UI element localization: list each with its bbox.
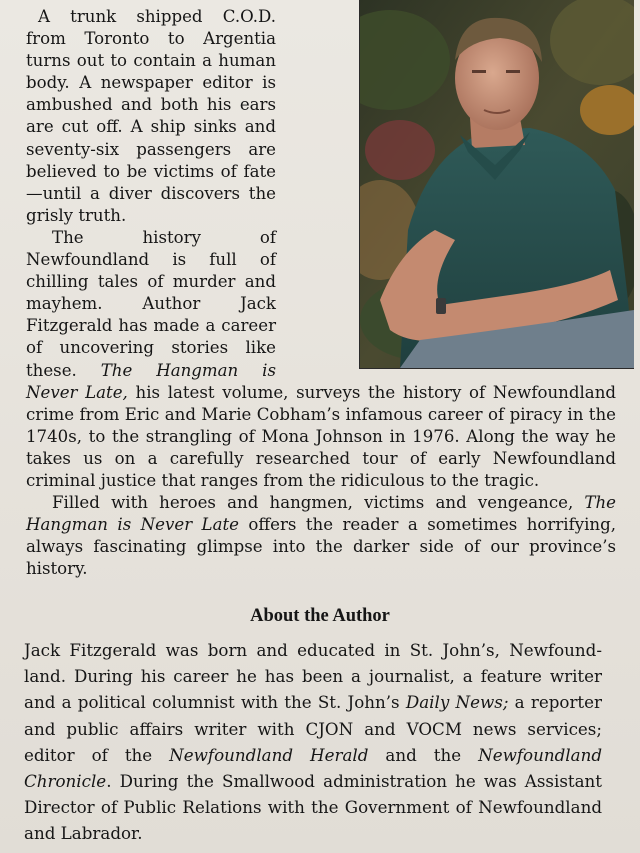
about-author-heading: About the Author — [250, 606, 390, 626]
author-bio — [24, 637, 602, 847]
book-title: The Hangman is Never Late, — [26, 360, 277, 402]
author-bio-paragraph: Jack Fitzgerald was born and educated in St. John’s, Newfoundland. During his career he has been a journalist, a feature writer and a political columnist with the St. John’s Daily News; a reporter and public affairs writer with CJON and VOCM news services; editor of the Newfoundland Herald and the Newfoundland Chronicle. During the Smallwood administration he was Assistant Director of Public Relations with the Government of Newfoundland and Labrador. — [24, 640, 603, 844]
book-description — [26, 6, 616, 580]
publication-name: Newfoundland Chronicle — [24, 744, 603, 792]
book-title: The Hangman is Never Late — [26, 493, 616, 535]
blurb-paragraph-3: Filled with heroes and hangmen, victims and vengeance, The Hangman is Never Late offers the reader a sometimes horrifying, always fascinating glimpse into the darker side of our province’s history. — [26, 493, 616, 579]
publication-name: Newfoundland Herald — [169, 744, 369, 765]
blurb-paragraph-1: A trunk shipped C.O.D. from Toronto to Argentia turns out to contain a human body. A newspaper editor is ambushed and both his ears are cut off. A ship sinks and seventy-six passengers are believed to be victims of fate—until a diver discovers the grisly truth. — [26, 7, 276, 225]
blurb-paragraph-2: The history of Newfoundland is full of chilling tales of murder and mayhem. Author Jack Fitzgerald has made a career of uncovering stories like these. The Hangman is Never Late, his latest volume, surveys the history of Newfoundland crime from Eric and Marie Cobham’s infamous career of piracy in the 1740s, to the strangling of Mona Johnson in 1976. Along the way he takes us on a carefully researched tour of early Newfoundland criminal justice that ranges from the ridiculous to the tragic. — [26, 227, 617, 490]
publication-name: Daily News; — [405, 692, 509, 713]
